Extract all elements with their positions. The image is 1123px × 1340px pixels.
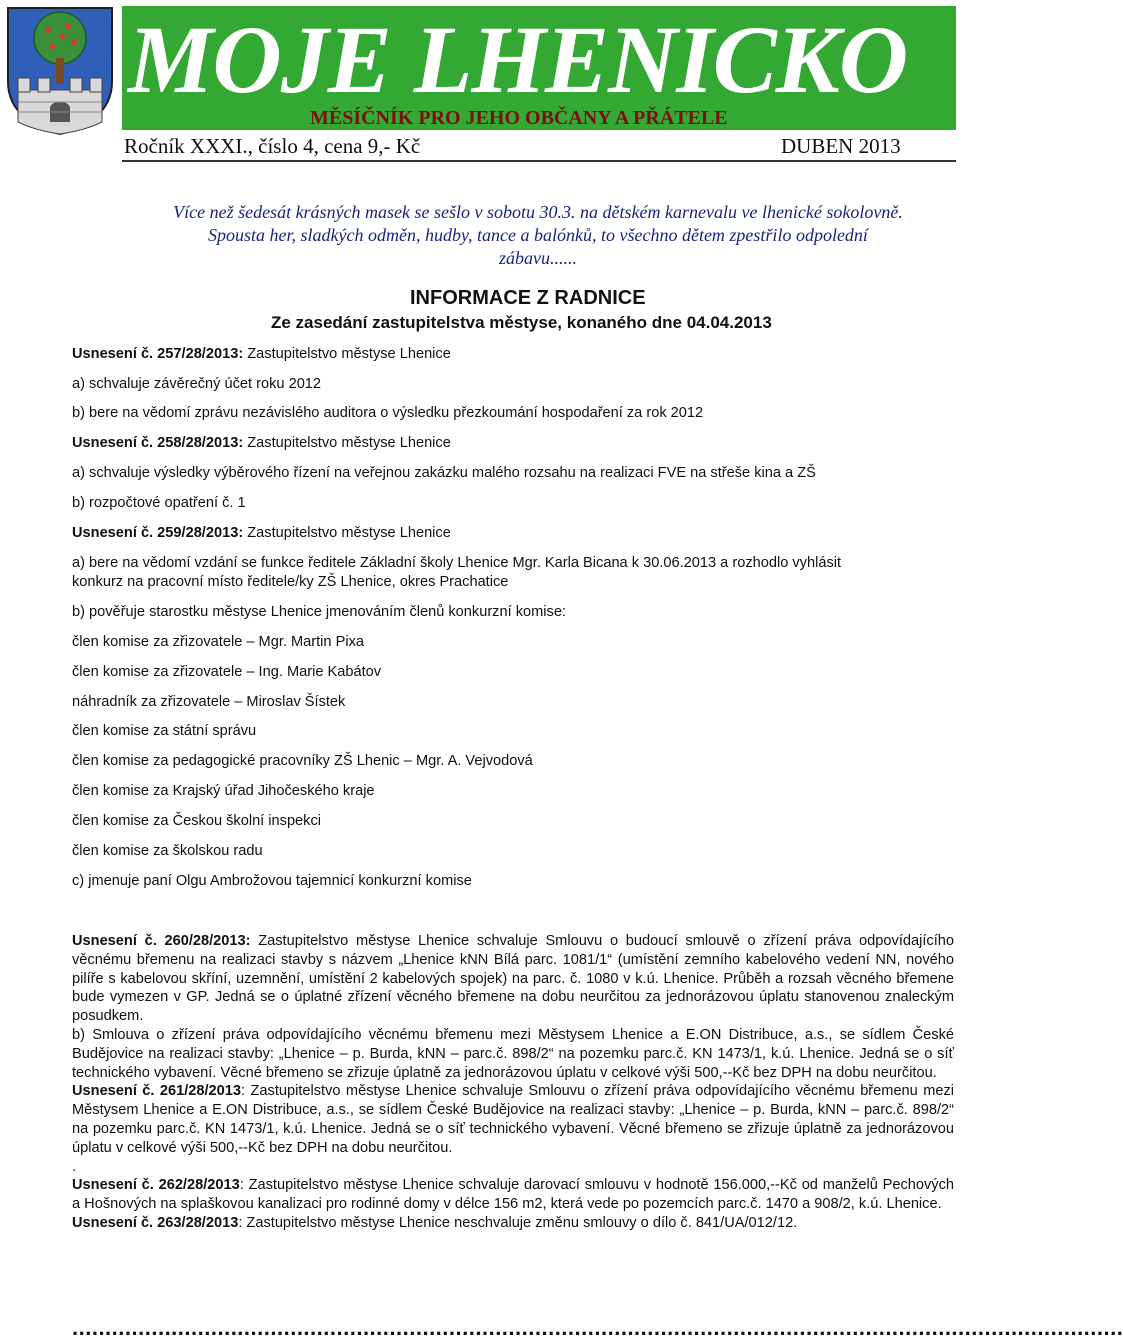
photo-caption [118,201,958,270]
masthead-title: MOJE LHENICKO [128,6,908,113]
section-subtitle: Ze zasedání zastupitelstva městyse, konaného dne 04.04.2013 [271,313,772,332]
resolution-263 [72,1214,954,1233]
caption-line: Více než šedesát krásných masek se sešlo v sobotu 30.3. na dětském karnevalu ve lhenické sokolovně. [173,202,903,222]
resolution-261 [72,1082,954,1157]
committee-member: člen komise za školskou radu [72,843,263,859]
footer-dotted-line: ............................................................................................................................................................... [72,1315,1123,1340]
committee-member: člen komise za zřizovatele – Ing. Marie Kabátov [72,664,382,680]
resolution-text: Zastupitelstvo městyse Lhenice [243,435,451,451]
section-title: INFORMACE Z RADNICE [410,287,646,309]
resolution-label: Usnesení č. 258/28/2013: [72,435,244,451]
resolution-text: : Zastupitelstvo městyse Lhenice schvaluje Smlouvu o zřízení práva odpovídajícího věcnému břemenu mezi Městysem Lhenice a E.ON Distribuce, a.s., se sídlem České Budějovice na realizaci stavby: „Lhenice – p. Burda, kNN – parc.č. 898/2“ na pozemku parc.č. KN 1473/1, k.ú. Lhenice. Jedná se o síť technického vybavení. Věcné břemeno se zřizuje úplatně za jednorázovou úplatu v celkové výši 500,--Kč bez DPH na dobu neurčitou. [72,1083,955,1156]
resolution-259-item-a-line1: a) bere na vědomí vzdání se funkce ředitele Základní školy Lhenice Mgr. Karla Bicana k 30.06.2013 a rozhodlo vyhlásit [72,555,842,571]
resolution-259-item-c: c) jmenuje paní Olgu Ambrožovou tajemnicí konkurzní komise [72,873,472,889]
committee-member: člen komise za státní správu [72,723,257,739]
resolution-text: : Zastupitelstvo městyse Lhenice schvaluje darovací smlouvu v hodnotě 156.000,--Kč od manželů Pechových a Hošnových na splaškovou kanalizaci pro rodinné domy v délce 156 m2, která vede po pozemcích parc.č. 1470 a 908/2, k.ú. Lhenice. [72,1177,954,1213]
resolution-text: Zastupitelstvo městyse Lhenice [243,525,451,541]
resolutions-block [72,932,954,1233]
committee-member: člen komise za Krajský úřad Jihočeského kraje [72,783,375,799]
committee-member: náhradník za zřizovatele – Miroslav Šístek [72,694,346,710]
lhenice-coat-of-arms-icon [4,4,116,136]
resolution-259-item-b: b) pověřuje starostku městyse Lhenice jmenováním členů konkurzní komise: [72,604,566,620]
resolution-259-heading [72,524,451,543]
resolution-257-item-a: a) schvaluje závěrečný účet roku 2012 [72,376,322,392]
resolution-label: Usnesení č. 257/28/2013: [72,346,244,362]
resolution-260 [72,932,954,1026]
resolution-257-item-b: b) bere na vědomí zprávu nezávislého auditora o výsledku přezkoumání hospodaření za rok 2012 [72,405,704,421]
resolution-262 [72,1176,954,1214]
resolution-label: Usnesení č. 261/28/2013 [72,1083,242,1100]
committee-member: člen komise za Českou školní inspekci [72,813,322,829]
masthead-divider [122,160,956,162]
resolution-258-item-a: a) schvaluje výsledky výběrového řízení na veřejnou zakázku malého rozsahu na realizaci FVE na střeše kina a ZŠ [72,465,816,481]
resolution-text: : Zastupitelstvo městyse Lhenice neschvaluje změnu smlouvy o dílo č. 841/UA/012/12. [238,1214,798,1231]
resolution-text: Zastupitelstvo městyse Lhenice schvaluje Smlouvu o budoucí smlouvě o zřízení práva odpovídajícího věcnému břemenu na realizaci stavby s názvem „Lhenice kNN Bílá parc. 1081/1“ (umístění zemního kabelového vedení NN, nového pilíře s kabelovou skříní, uzemnění, umístění 2 kabelových spojek) na parc. č. 1080 v k.ú. Lhenice. Průběh a rozsah věcného břemene bude vymezen v GP. Jedná se o úplatné zřízení věcného břemene na dobu neurčitou za jednorázovou úplatu stanovenou znaleckým posudkem. [72,933,954,1025]
resolution-260-item-b: b) Smlouva o zřízení práva odpovídajícího věcnému břemenu mezi Městysem Lhenice a E.ON Distribuce, a.s., se sídlem České Budějovice na realizaci stavby: „Lhenice – p. Burda, kNN – parc.č. 898/2“ na pozemku parc.č. KN 1473/1, k.ú. Lhenice. Jedná se o síť technického vybavení. Věcné břemeno se zřizuje úplatně za jednorázovou úplatu v celkové výši 500,--Kč bez DPH na dobu neurčitou. [72,1026,954,1081]
resolution-258-item-b: b) rozpočtové opatření č. 1 [72,495,246,511]
committee-member: člen komise za pedagogické pracovníky ZŠ Lhenic – Mgr. A. Vejvodová [72,753,533,769]
caption-line: Spousta her, sladkých odměn, hudby, tance a balónků, to všechno dětem zpestřilo odpolední [208,225,868,245]
caption-line: zábavu...... [499,248,577,268]
resolution-separator: . [72,1158,77,1175]
resolution-258-heading [72,434,451,453]
masthead-subtitle: MĚSÍČNÍK PRO JEHO OBČANY A PŘÁTELE [310,107,728,129]
resolution-label: Usnesení č. 259/28/2013: [72,525,244,541]
resolution-label: Usnesení č. 262/28/2013 [72,1177,240,1194]
resolution-text: Zastupitelstvo městyse Lhenice [243,346,451,362]
resolution-259-item-a-line2: konkurz na pracovní místo ředitele/ky ZŠ Lhenice, okres Prachatice [72,574,509,590]
resolution-label: Usnesení č. 263/28/2013 [72,1214,239,1231]
resolution-label: Usnesení č. 260/28/2013: [72,933,251,949]
issue-info: Ročník XXXI., číslo 4, cena 9,- Kč [124,134,421,158]
issue-month: DUBEN 2013 [781,134,901,158]
resolution-257-heading [72,345,451,364]
committee-member: člen komise za zřizovatele – Mgr. Martin Pixa [72,634,364,650]
